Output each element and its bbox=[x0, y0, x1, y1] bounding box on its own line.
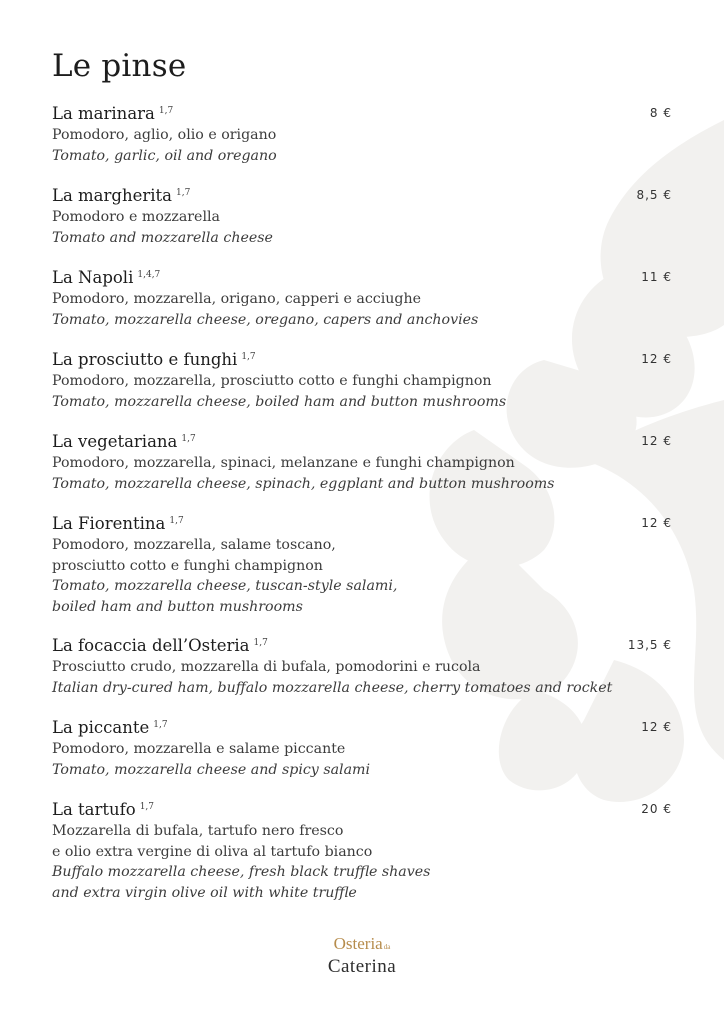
allergen-codes: 1,7 bbox=[253, 637, 268, 648]
description-english: Tomato and mozzarella cheese bbox=[52, 229, 273, 246]
allergen-codes: 1,7 bbox=[158, 105, 174, 116]
item-name: La marinara bbox=[52, 104, 155, 123]
item-price: 11 € bbox=[641, 270, 672, 284]
menu-item bbox=[52, 717, 672, 780]
description-english: Tomato, mozzarella cheese and spicy salami bbox=[52, 761, 371, 778]
menu-item bbox=[52, 349, 672, 412]
allergen-codes: 1,7 bbox=[241, 351, 256, 362]
item-price: 13,5 € bbox=[627, 638, 672, 652]
description-english: Buffalo mozzarella cheese, fresh black truffle shaves bbox=[52, 864, 431, 880]
description-italian: Pomodoro, aglio, olio e origano bbox=[52, 127, 277, 143]
allergen-codes: 1,4,7 bbox=[137, 269, 161, 280]
description-italian: Pomodoro, mozzarella, salame toscano, bbox=[52, 537, 336, 553]
logo-da: da bbox=[383, 943, 391, 951]
description-italian: Pomodoro, mozzarella, prosciutto cotto e funghi champignon bbox=[52, 373, 492, 389]
allergen-codes: 1,7 bbox=[176, 187, 191, 198]
description-english: Tomato, garlic, oil and oregano bbox=[52, 147, 277, 164]
description-english: and extra virgin olive oil with white truffle bbox=[52, 884, 357, 901]
allergen-codes: 1,7 bbox=[169, 515, 184, 526]
logo-caterina: Caterina bbox=[327, 956, 397, 977]
description-italian: Pomodoro, mozzarella, spinaci, melanzane e funghi champignon bbox=[52, 455, 515, 471]
description-english: Tomato, mozzarella cheese, spinach, eggplant and button mushrooms bbox=[52, 475, 555, 492]
description-english: Tomato, mozzarella cheese, oregano, capers and anchovies bbox=[52, 311, 479, 328]
description-italian: Prosciutto crudo, mozzarella di bufala, pomodorini e rucola bbox=[52, 659, 481, 675]
menu-item bbox=[52, 513, 672, 617]
description-italian: e olio extra vergine di oliva al tartufo bianco bbox=[52, 843, 373, 860]
item-name: La Fiorentina bbox=[52, 514, 166, 533]
item-price: 12 € bbox=[641, 434, 672, 448]
allergen-codes: 1,7 bbox=[139, 801, 155, 812]
logo-osteria: Osteria bbox=[333, 934, 383, 953]
page-title: Le pinse bbox=[52, 48, 187, 84]
description-english: boiled ham and button mushrooms bbox=[52, 598, 303, 615]
description-italian: Pomodoro, mozzarella, origano, capperi e acciughe bbox=[52, 291, 422, 307]
menu-item bbox=[52, 185, 672, 248]
item-price: 12 € bbox=[641, 516, 672, 530]
allergen-codes: 1,7 bbox=[181, 433, 196, 444]
item-name: La Napoli bbox=[52, 268, 134, 287]
description-italian: Mozzarella di bufala, tartufo nero fresco bbox=[52, 823, 344, 839]
description-english: Tomato, mozzarella cheese, tuscan-style salami, bbox=[52, 578, 398, 594]
item-name: La prosciutto e funghi bbox=[52, 350, 238, 369]
item-price: 12 € bbox=[641, 352, 672, 366]
item-price: 20 € bbox=[641, 802, 672, 816]
menu-item bbox=[52, 431, 672, 494]
description-italian: prosciutto cotto e funghi champignon bbox=[52, 557, 323, 574]
menu-item bbox=[52, 635, 672, 698]
description-english: Italian dry-cured ham, buffalo mozzarella cheese, cherry tomatoes and rocket bbox=[52, 679, 613, 696]
item-name: La vegetariana bbox=[52, 432, 178, 451]
item-name: La margherita bbox=[52, 186, 172, 205]
item-name: La focaccia dell’Osteria bbox=[52, 636, 250, 655]
menu-item bbox=[52, 267, 672, 330]
item-price: 12 € bbox=[641, 720, 672, 734]
item-name: La tartufo bbox=[52, 800, 136, 819]
description-english: Tomato, mozzarella cheese, boiled ham and button mushrooms bbox=[52, 393, 507, 410]
menu-item bbox=[52, 799, 672, 903]
item-price: 8 € bbox=[649, 106, 672, 120]
allergen-codes: 1,7 bbox=[153, 719, 168, 730]
restaurant-logo bbox=[0, 935, 724, 977]
description-italian: Pomodoro e mozzarella bbox=[52, 209, 220, 225]
item-name: La piccante bbox=[52, 718, 150, 737]
description-italian: Pomodoro, mozzarella e salame piccante bbox=[52, 741, 346, 757]
menu-item bbox=[52, 103, 672, 166]
item-price: 8,5 € bbox=[636, 188, 672, 202]
